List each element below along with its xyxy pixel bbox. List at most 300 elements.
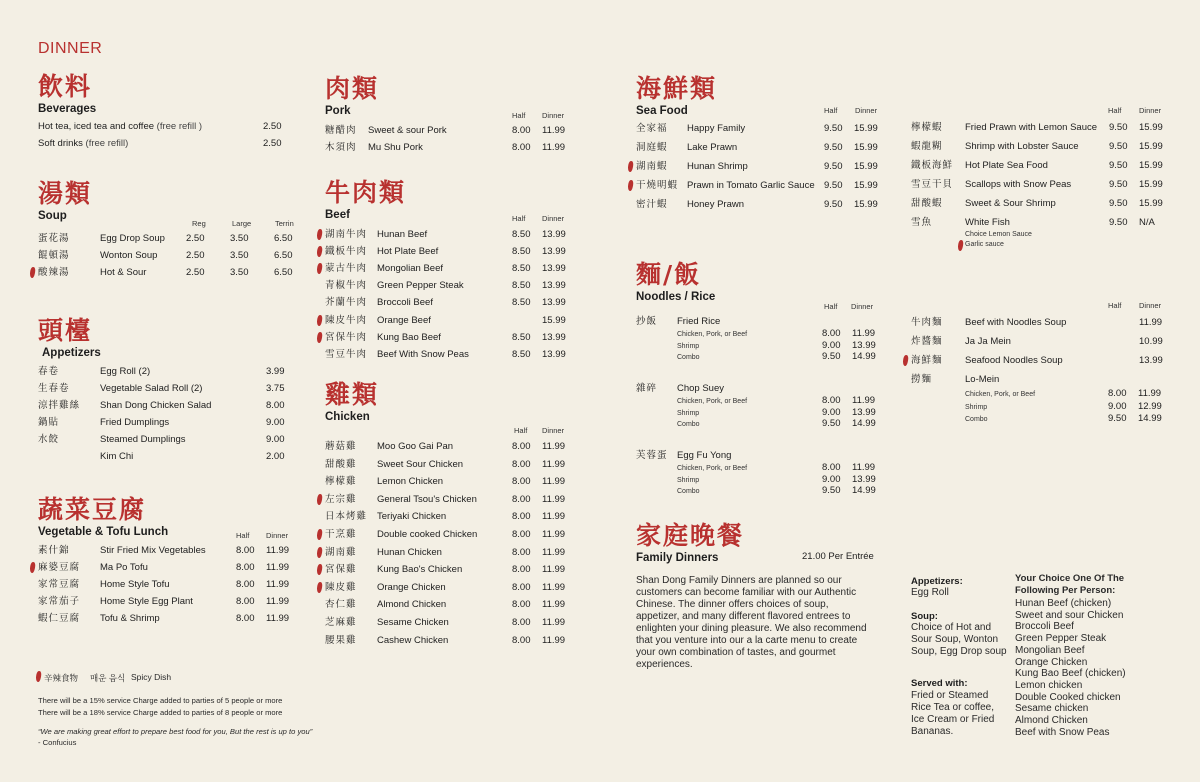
item-price: 8.00	[512, 458, 531, 470]
item-name: Happy Family	[687, 123, 746, 134]
item-price: 15.99	[854, 123, 878, 134]
item-price: 2.50	[186, 267, 205, 278]
item-price: 8.00	[236, 545, 255, 556]
item-price: 11.99	[266, 545, 290, 556]
item-name: Home Style Egg Plant	[100, 596, 193, 607]
item-price: 13.99	[542, 263, 566, 275]
column-header: Dinner	[1139, 301, 1162, 310]
spicy-legend-en: Spicy Dish	[131, 672, 172, 682]
item-price: 11.99	[852, 462, 876, 473]
item-name: Wonton Soup	[100, 250, 158, 261]
section-title-en: Vegetable & Tofu Lunch	[38, 526, 169, 538]
item-cn-name: 湖南蝦	[636, 161, 668, 172]
item-price: 9.50	[1109, 122, 1128, 133]
beverage-note: (free refill )	[156, 121, 203, 132]
item-price: 11.99	[542, 581, 566, 593]
family-choice-heading: Your Choice One Of The Following Per Person:	[1015, 573, 1125, 596]
beverage-price: 2.50	[263, 121, 282, 132]
item-price: 13.99	[542, 331, 566, 343]
item-price: 9.00	[822, 406, 841, 418]
item-price: 9.50	[824, 161, 843, 172]
column-header: Half	[512, 111, 526, 120]
item-price: 8.00	[512, 476, 531, 488]
item-cn-name: 全家福	[636, 123, 668, 134]
item-price: 11.99	[542, 441, 566, 452]
item-price: 8.00	[822, 395, 841, 406]
item-cn-name: 鍋貼	[38, 417, 60, 428]
item-name: Tofu & Shrimp	[100, 613, 160, 624]
chili-icon	[29, 562, 36, 574]
column-header: Dinner	[542, 214, 565, 223]
family-choice-item: Lemon chicken	[1015, 679, 1083, 691]
item-price: 8.50	[512, 280, 531, 292]
item-cn-name: 陳皮牛肉	[325, 314, 368, 326]
item-option: Chicken, Pork, or Beef	[677, 398, 748, 405]
item-price: 8.50	[512, 263, 531, 275]
item-name: Teriyaki Chicken	[377, 511, 447, 523]
item-cn-name: 甜酸雞	[325, 458, 357, 470]
item-cn-name: 生春卷	[38, 383, 70, 394]
chili-icon	[316, 331, 323, 343]
item-price: 8.00	[822, 462, 841, 473]
item-price: 11.99	[542, 476, 566, 488]
item-price: 3.50	[230, 267, 249, 278]
item-name: Egg Drop Soup	[100, 233, 165, 244]
item-price: 15.99	[854, 161, 878, 172]
item-price: 14.99	[1138, 413, 1162, 424]
item-cn-name: 鐵板海鮮	[911, 160, 954, 171]
item-name: Scallops with Snow Peas	[965, 179, 1072, 190]
item-name: Orange Chicken	[377, 581, 446, 593]
chili-icon	[627, 180, 634, 192]
item-name: Hunan Chicken	[377, 546, 442, 558]
item-price: 9.00	[266, 417, 285, 428]
item-price: 2.00	[266, 451, 285, 462]
item-name: Honey Prawn	[687, 199, 745, 210]
item-price: 2.50	[186, 233, 205, 244]
item-price: 9.50	[822, 418, 841, 429]
column-header: Half	[1108, 301, 1122, 310]
item-name: Kung Bao's Chicken	[377, 564, 463, 576]
item-price: 15.99	[1139, 141, 1163, 152]
section-title-en: Beef	[325, 209, 350, 221]
family-choice-item: Beef with Snow Peas	[1015, 726, 1110, 738]
item-price: 15.99	[1139, 122, 1163, 133]
white-fish-option: Choice Lemon Sauce	[965, 231, 1032, 238]
item-name: Cashew Chicken	[377, 634, 449, 646]
item-price: 8.00	[236, 596, 255, 607]
item-price: 8.00	[236, 579, 255, 590]
item-price: 9.50	[822, 485, 841, 496]
item-price: 8.00	[512, 142, 531, 153]
column-header: Dinner	[542, 426, 565, 435]
spicy-legend-cn: 辛辣食物	[44, 674, 79, 684]
item-price: 8.00	[1108, 388, 1127, 399]
item-price: 11.99	[266, 579, 290, 590]
item-price: 8.00	[512, 599, 531, 611]
item-option: Shrimp	[677, 342, 700, 350]
item-name: Ja Ja Mein	[965, 336, 1011, 347]
item-option: Shrimp	[677, 476, 700, 484]
item-price: 3.99	[266, 366, 285, 377]
family-choice-item: Hunan Beef (chicken)	[1015, 598, 1112, 609]
item-price: 15.99	[854, 199, 878, 210]
section-title-en: Noodles / Rice	[636, 291, 716, 303]
beverage-item	[38, 120, 202, 134]
family-choice-item: Kung Bao Beef (chicken)	[1015, 668, 1126, 680]
section-title-cn: 牛肉類	[325, 178, 407, 207]
item-cn-name: 芥蘭牛肉	[325, 297, 368, 309]
section-title-cn: 海鮮類	[636, 74, 718, 103]
item-price: 8.00	[236, 613, 255, 624]
item-cn-name: 木須肉	[325, 142, 357, 153]
item-name: Beef with Noodles Soup	[965, 317, 1067, 328]
item-price: 11.99	[852, 395, 876, 406]
item-price: 11.99	[1138, 388, 1162, 399]
item-price: 8.50	[512, 348, 531, 360]
chili-icon	[957, 240, 964, 252]
item-option: Shrimp	[677, 409, 700, 417]
item-price: 9.00	[822, 339, 841, 351]
item-price: 8.00	[512, 581, 531, 593]
item-price: 8.00	[236, 562, 255, 573]
item-price: 8.50	[512, 229, 531, 240]
item-price: 9.50	[1109, 141, 1128, 152]
chili-icon	[29, 267, 36, 279]
item-price: 13.99	[1139, 355, 1163, 366]
column-header: Dinner	[851, 302, 874, 311]
chili-icon	[316, 546, 323, 558]
item-cn-name: 海鮮麵	[911, 355, 943, 366]
column-header: Dinner	[542, 111, 565, 120]
item-price: 8.00	[512, 617, 531, 628]
item-price: 11.99	[852, 328, 876, 339]
item-price: 8.50	[512, 297, 531, 309]
item-name: Lake Prawn	[687, 142, 738, 153]
item-name: Shrimp with Lobster Sauce	[965, 141, 1079, 152]
item-cn-name: 雜碎	[636, 383, 658, 394]
item-price: N/A	[1139, 217, 1155, 228]
item-name: Moo Goo Gai Pan	[377, 441, 454, 452]
item-price: 11.99	[542, 125, 566, 136]
item-price: 15.99	[1139, 179, 1163, 190]
item-cn-name: 撈麵	[911, 374, 933, 385]
item-name: Lo-Mein	[965, 374, 1000, 385]
item-name: Fried Prawn with Lemon Sauce	[965, 122, 1098, 133]
item-name: Seafood Noodles Soup	[965, 355, 1063, 366]
section-title-cn: 蔬菜豆腐	[38, 495, 147, 524]
family-price: 21.00 Per Entrée	[802, 551, 874, 562]
item-cn-name: 左宗雞	[325, 493, 357, 505]
item-price: 9.50	[1109, 217, 1128, 228]
item-price: 9.50	[824, 180, 843, 191]
item-option: Chicken, Pork, or Beef	[677, 465, 748, 472]
item-cn-name: 蘑菇雞	[325, 441, 357, 452]
item-price: 14.99	[852, 418, 876, 429]
item-price: 15.99	[1139, 160, 1163, 171]
beverage-note: (free refill)	[85, 138, 129, 149]
item-name: Shan Dong Chicken Salad	[100, 400, 212, 411]
column-header: Large	[232, 219, 252, 228]
item-price: 8.50	[512, 246, 531, 258]
item-option: Combo	[677, 354, 700, 361]
item-price: 8.00	[512, 529, 531, 540]
item-price: 11.99	[542, 564, 566, 576]
item-price: 15.99	[1139, 198, 1163, 209]
item-name: Beef With Snow Peas	[377, 348, 469, 360]
item-price: 6.50	[274, 267, 293, 278]
item-name: Green Pepper Steak	[377, 280, 464, 292]
item-price: 9.50	[1108, 413, 1127, 424]
item-price: 11.99	[542, 493, 566, 505]
item-name: White Fish	[965, 217, 1010, 228]
family-choice-item: Double Cooked chicken	[1015, 691, 1121, 703]
family-choice-item: Sesame chicken	[1015, 703, 1089, 715]
chili-icon	[316, 246, 323, 258]
beverage-price: 2.50	[263, 138, 282, 149]
family-choice-item: Orange Chicken	[1015, 656, 1088, 668]
item-cn-name: 水餃	[38, 434, 60, 445]
family-soup-value: Choice of Hot and Sour Soup, Wonton Soup, Egg Drop soup	[911, 622, 1007, 657]
item-name: Broccoli Beef	[377, 297, 433, 309]
item-price: 9.50	[822, 351, 841, 362]
item-cn-name: 芝麻雞	[325, 617, 357, 628]
section-title-cn: 飲料	[38, 72, 93, 101]
item-name: General Tsou's Chicken	[377, 493, 477, 505]
item-name: Stir Fried Mix Vegetables	[100, 545, 206, 556]
item-cn-name: 炸醬麵	[911, 336, 943, 347]
chili-icon	[316, 493, 323, 505]
item-price: 11.99	[266, 596, 290, 607]
chili-icon	[316, 229, 323, 241]
item-price: 8.00	[512, 511, 531, 523]
item-cn-name: 蝦龍糊	[911, 141, 943, 152]
item-option: Combo	[677, 488, 700, 495]
item-option: Chicken, Pork, or Beef	[965, 391, 1036, 398]
item-price: 9.50	[1109, 179, 1128, 190]
item-price: 8.00	[512, 564, 531, 576]
item-cn-name: 甜酸蝦	[911, 198, 943, 209]
quote-author: - Confucius	[38, 738, 77, 747]
item-cn-name: 洞庭蝦	[636, 142, 668, 153]
section-title-en: Pork	[325, 105, 351, 117]
item-cn-name: 陳皮雞	[325, 581, 357, 593]
chili-icon	[316, 314, 323, 326]
item-cn-name: 蛋花湯	[38, 233, 70, 244]
item-cn-name: 糖醋肉	[325, 125, 357, 136]
item-name: Hunan Beef	[377, 229, 428, 240]
family-choice-item: Broccoli Beef	[1015, 621, 1074, 633]
item-name: Prawn in Tomato Garlic Sauce	[687, 180, 815, 191]
family-choice-item: Green Pepper Steak	[1015, 633, 1107, 645]
section-title-cn: 頭檯	[38, 316, 93, 345]
item-cn-name: 日本烤雞	[325, 511, 368, 523]
service-note: There will be a 18% service Charge added to parties of 8 people or more	[38, 708, 283, 717]
item-name: Hunan Shrimp	[687, 161, 748, 172]
item-cn-name: 杏仁雞	[325, 599, 357, 611]
item-name: Hot Plate Beef	[377, 246, 439, 258]
item-price: 13.99	[542, 246, 566, 258]
item-cn-name: 牛肉麵	[911, 317, 943, 328]
item-price: 9.50	[824, 123, 843, 134]
chili-icon	[627, 161, 634, 173]
chili-icon	[316, 529, 323, 541]
item-price: 12.99	[1138, 400, 1162, 412]
family-choice-item: Sweet and sour Chicken	[1015, 609, 1124, 621]
item-price: 9.00	[1108, 400, 1127, 412]
item-name: Home Style Tofu	[100, 579, 170, 590]
item-cn-name: 涼拌雞絲	[38, 400, 81, 411]
item-price: 11.99	[542, 617, 566, 628]
section-title-cn: 肉類	[325, 74, 380, 103]
section-title-en: Sea Food	[636, 105, 688, 117]
item-price: 11.99	[542, 546, 566, 558]
item-cn-name: 湖南雞	[325, 546, 357, 558]
item-price: 8.00	[822, 328, 841, 339]
family-served-value: Fried or Steamed Rice Tea or coffee, Ice Cream or Fried Bananas.	[911, 690, 995, 737]
item-price: 10.99	[1139, 336, 1163, 347]
item-name: Double cooked Chicken	[377, 529, 478, 540]
item-price: 11.99	[266, 613, 290, 624]
item-price: 13.99	[852, 339, 876, 351]
item-name: Lemon Chicken	[377, 476, 444, 488]
item-price: 9.50	[824, 199, 843, 210]
item-cn-name: 密汁蝦	[636, 199, 668, 210]
item-price: 9.00	[822, 473, 841, 485]
item-cn-name: 宮保雞	[325, 564, 357, 576]
column-header: Dinner	[1139, 106, 1162, 115]
item-price: 14.99	[852, 485, 876, 496]
family-served-heading: Served with:	[911, 678, 968, 689]
column-header: Half	[1108, 106, 1122, 115]
column-header: Half	[824, 302, 838, 311]
item-name: Steamed Dumplings	[100, 434, 186, 445]
beverage-item	[38, 137, 128, 151]
item-cn-name: 蒙古牛肉	[325, 263, 368, 275]
item-option: Chicken, Pork, or Beef	[677, 331, 748, 338]
chili-icon	[316, 581, 323, 593]
item-price: 14.99	[852, 351, 876, 362]
item-cn-name: 麻婆豆腐	[38, 562, 81, 573]
item-price: 13.99	[542, 229, 566, 240]
column-header: Dinner	[855, 106, 878, 115]
item-name: Hot & Sour	[100, 267, 147, 278]
item-price: 13.99	[542, 280, 566, 292]
white-fish-option: Garlic sauce	[965, 241, 1004, 248]
item-cn-name: 芙蓉蛋	[636, 450, 668, 461]
section-title-en: Beverages	[38, 103, 97, 115]
item-name: Orange Beef	[377, 314, 431, 326]
beverage-name: Hot tea, iced tea and coffee	[38, 121, 157, 132]
item-price: 6.50	[274, 233, 293, 244]
page-header: DINNER	[38, 40, 103, 57]
section-title-en: Appetizers	[42, 347, 101, 359]
item-name: Fried Rice	[677, 316, 721, 327]
item-name: Hot Plate Sea Food	[965, 160, 1048, 171]
item-cn-name: 青椒牛肉	[325, 280, 368, 292]
item-option: Shrimp	[965, 403, 988, 411]
item-cn-name: 蝦仁豆腐	[38, 613, 81, 624]
family-choice-item: Almond Chicken	[1015, 715, 1088, 726]
item-price: 11.99	[542, 599, 566, 611]
item-cn-name: 素什錦	[38, 545, 70, 556]
section-title-en: Chicken	[325, 411, 370, 423]
item-price: 3.75	[266, 383, 285, 394]
section-title-cn: 湯類	[38, 179, 93, 208]
item-cn-name: 雪豆牛肉	[325, 348, 368, 360]
quote: “We are making great effort to prepare best food for you, But the rest is up to you”	[38, 727, 313, 736]
column-header: Half	[512, 214, 526, 223]
item-cn-name: 家常茄子	[38, 596, 81, 607]
item-name: Ma Po Tofu	[100, 562, 148, 573]
chili-icon	[316, 263, 323, 275]
column-header: Reg	[192, 219, 206, 228]
item-cn-name: 鐵板牛肉	[325, 246, 368, 258]
item-price: 9.50	[1109, 160, 1128, 171]
item-price: 3.50	[230, 233, 249, 244]
item-cn-name: 雪魚	[911, 217, 933, 228]
item-price: 9.50	[1109, 198, 1128, 209]
item-price: 8.00	[266, 400, 285, 411]
item-name: Sweet Sour Chicken	[377, 458, 464, 470]
item-cn-name: 雪豆干貝	[911, 179, 954, 190]
item-price: 15.99	[542, 314, 566, 326]
item-price: 11.99	[542, 458, 566, 470]
item-option: Combo	[677, 421, 700, 428]
item-price: 6.50	[274, 250, 293, 261]
item-price: 8.50	[512, 331, 531, 343]
family-description: Shan Dong Family Dinners are planned so our customers can become familiar with our Authentic Chinese. The dinner offers choices of soup, appetizer, and many different flavored entrees to enlighten your dining pleasure. We also recommend that you venture into our a la carte menu to create your own combination of tastes, and gourmet experiences.	[636, 575, 867, 670]
item-name: Egg Roll (2)	[100, 366, 151, 377]
item-name: Sweet & sour Pork	[368, 125, 447, 136]
section-title-cn: 家庭晚餐	[636, 521, 745, 550]
item-price: 3.50	[230, 250, 249, 261]
family-choice-item: Mongolian Beef	[1015, 644, 1085, 656]
item-name: Sweet & Sour Shrimp	[965, 198, 1056, 209]
item-price: 11.99	[542, 511, 566, 523]
item-cn-name: 干烹雞	[325, 529, 357, 540]
item-cn-name: 春卷	[38, 366, 60, 377]
item-cn-name: 抄飯	[636, 316, 658, 327]
item-price: 13.99	[852, 406, 876, 418]
item-cn-name: 家常豆腐	[38, 579, 81, 590]
item-price: 13.99	[542, 297, 566, 309]
item-price: 13.99	[542, 348, 566, 360]
item-cn-name: 餛頓湯	[38, 250, 70, 261]
item-name: Mu Shu Pork	[368, 142, 423, 153]
section-title-cn: 麵/飯	[636, 260, 702, 289]
item-cn-name: 湖南牛肉	[325, 229, 368, 240]
item-option: Combo	[965, 416, 988, 423]
item-name: Kim Chi	[100, 451, 134, 462]
item-price: 8.00	[512, 493, 531, 505]
item-name: Sesame Chicken	[377, 617, 449, 628]
item-price: 11.99	[266, 562, 290, 573]
chili-icon	[902, 355, 909, 367]
item-cn-name: 腰果雞	[325, 634, 357, 646]
item-price: 11.99	[1139, 317, 1163, 328]
item-cn-name: 檸檬雞	[325, 476, 357, 488]
item-cn-name: 宮保牛肉	[325, 331, 368, 343]
family-appetizers-heading: Appetizers:	[911, 576, 963, 587]
column-header: Half	[824, 106, 838, 115]
chili-icon	[35, 671, 42, 683]
item-price: 15.99	[854, 142, 878, 153]
item-name: Almond Chicken	[377, 599, 447, 611]
family-soup-heading: Soup:	[911, 611, 938, 622]
item-name: Vegetable Salad Roll (2)	[100, 383, 203, 394]
item-cn-name: 檸檬蝦	[911, 122, 943, 133]
